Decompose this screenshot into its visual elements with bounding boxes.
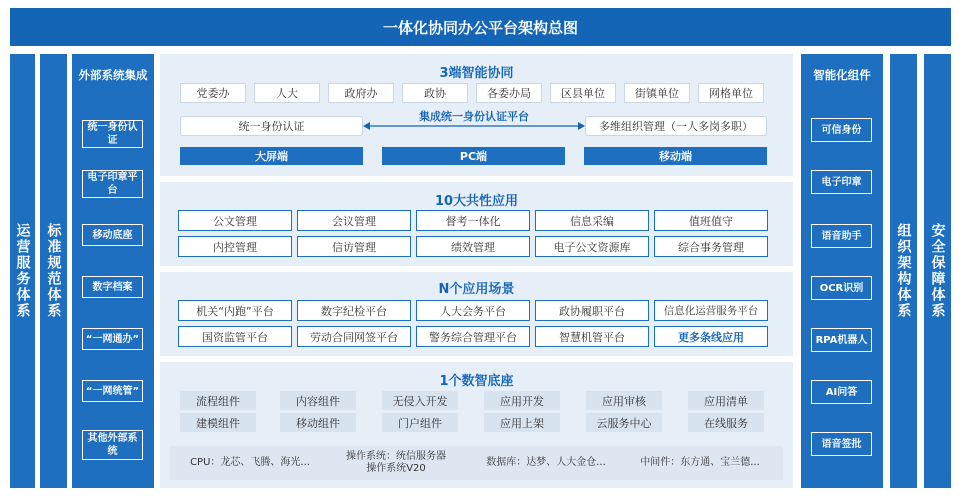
foundation-component[interactable]: 应用清单: [688, 391, 764, 410]
foundation-component[interactable]: 移动组件: [280, 413, 356, 432]
scenario-box[interactable]: 信息化运营服务平台: [654, 300, 768, 321]
scenarios-title: N个应用场景: [438, 282, 515, 297]
common-app-box[interactable]: 电子公文资源库: [535, 236, 649, 257]
scenario-box[interactable]: 政协履职平台: [535, 300, 649, 321]
foundation-component[interactable]: 在线服务: [688, 413, 764, 432]
unit-box[interactable]: 政协: [402, 83, 468, 103]
scenario-box[interactable]: 机关“内跑”平台: [178, 300, 292, 321]
infrastructure-bar: [170, 446, 783, 480]
unit-box[interactable]: 党委办: [180, 83, 246, 103]
external-integration-panel: [72, 54, 154, 488]
scenario-box[interactable]: 智慧机管平台: [535, 326, 649, 347]
infra-database: 数据库：达梦、人大金仓...: [486, 457, 606, 468]
component-voice-sign[interactable]: 语音签批: [811, 432, 872, 456]
common-app-box[interactable]: 内控管理: [178, 236, 292, 257]
digital-foundation-section: [160, 362, 793, 488]
terminal-bar-big-screen[interactable]: 大屏端: [180, 147, 363, 165]
component-e-seal[interactable]: 电子印章: [811, 170, 872, 194]
intelligent-components-heading: 智能化组件: [813, 68, 871, 82]
unit-box[interactable]: 各委办局: [476, 83, 542, 103]
infra-os: 操作系统：统信服务器 操作系统V20: [346, 451, 446, 474]
common-apps-section: [160, 182, 793, 266]
scenario-box[interactable]: 人大会务平台: [416, 300, 530, 321]
external-item-one-net-service[interactable]: “一网通办”: [82, 328, 143, 350]
component-rpa[interactable]: RPA机器人: [811, 328, 872, 352]
foundation-component[interactable]: 应用审核: [586, 391, 662, 410]
foundation-component[interactable]: 建模组件: [180, 413, 256, 432]
unit-box[interactable]: 街镇单位: [624, 83, 690, 103]
component-trusted-identity[interactable]: 可信身份: [811, 118, 872, 142]
security-column: 安全保障体系: [924, 54, 951, 488]
infra-cpu: CPU：龙芯、飞腾、海光...: [190, 457, 310, 468]
common-app-box[interactable]: 公文管理: [178, 210, 292, 231]
component-ai-qa[interactable]: AI问答: [811, 380, 872, 404]
terminal-bar-mobile[interactable]: 移动端: [584, 147, 767, 165]
scenarios-section: [160, 272, 793, 356]
external-item-digital-archive[interactable]: 数字档案: [82, 276, 143, 298]
three-terminal-section: [160, 54, 793, 176]
more-apps-box[interactable]: 更多条线应用: [654, 326, 768, 347]
common-app-box[interactable]: 督考一体化: [416, 210, 530, 231]
external-item-other-systems[interactable]: 其他外部系统: [82, 430, 143, 460]
scenario-box[interactable]: 数字纪检平台: [297, 300, 411, 321]
foundation-component[interactable]: 云服务中心: [586, 413, 662, 432]
unified-auth-box[interactable]: 统一身份认证: [180, 116, 363, 136]
three-terminal-title: 3端智能协同: [439, 66, 514, 81]
unit-box[interactable]: 区县单位: [550, 83, 616, 103]
common-app-box[interactable]: 综合事务管理: [654, 236, 768, 257]
scenario-box[interactable]: 警务综合管理平台: [416, 326, 530, 347]
external-item-e-seal[interactable]: 电子印章平台: [82, 170, 143, 198]
ops-service-column: 运营服务体系: [10, 54, 35, 488]
foundation-component[interactable]: 应用上架: [484, 413, 560, 432]
common-app-box[interactable]: 绩效管理: [416, 236, 530, 257]
foundation-component[interactable]: 流程组件: [180, 391, 256, 410]
digital-foundation-title: 1个数智底座: [439, 374, 514, 389]
scenario-box[interactable]: 国资监管平台: [178, 326, 292, 347]
component-voice-assistant[interactable]: 语音助手: [811, 224, 872, 248]
external-item-mobile-base[interactable]: 移动底座: [82, 224, 143, 246]
common-app-box[interactable]: 值班值守: [654, 210, 768, 231]
foundation-component[interactable]: 内容组件: [280, 391, 356, 410]
unit-box[interactable]: 人大: [254, 83, 320, 103]
auth-platform-label: 集成统一身份认证平台: [392, 110, 556, 124]
external-integration-heading: 外部系统集成: [78, 68, 148, 82]
external-item-one-net-manage[interactable]: “一网统管”: [82, 380, 143, 402]
component-ocr[interactable]: OCR识别: [811, 276, 872, 300]
org-management-box[interactable]: 多维组织管理（一人多岗多职）: [585, 116, 767, 136]
common-apps-title: 10大共性应用: [434, 194, 519, 209]
external-item-unified-auth[interactable]: 统一身份认证: [82, 120, 143, 148]
intelligent-components-panel: [801, 54, 883, 488]
infra-middleware: 中间件：东方通、宝兰德...: [640, 457, 760, 468]
unit-box[interactable]: 网格单位: [698, 83, 764, 103]
unit-box[interactable]: 政府办: [328, 83, 394, 103]
terminal-bar-pc[interactable]: PC端: [382, 147, 565, 165]
standards-column: 标准规范体系: [40, 54, 67, 488]
scenario-box[interactable]: 劳动合同网签平台: [297, 326, 411, 347]
foundation-component[interactable]: 应用开发: [484, 391, 560, 410]
common-app-box[interactable]: 信息采编: [535, 210, 649, 231]
page-title: 一体化协同办公平台架构总图: [10, 8, 951, 46]
common-app-box[interactable]: 信访管理: [297, 236, 411, 257]
org-structure-column: 组织架构体系: [890, 54, 917, 488]
common-app-box[interactable]: 会议管理: [297, 210, 411, 231]
foundation-component[interactable]: 门户组件: [382, 413, 458, 432]
foundation-component[interactable]: 无侵入开发: [382, 391, 458, 410]
